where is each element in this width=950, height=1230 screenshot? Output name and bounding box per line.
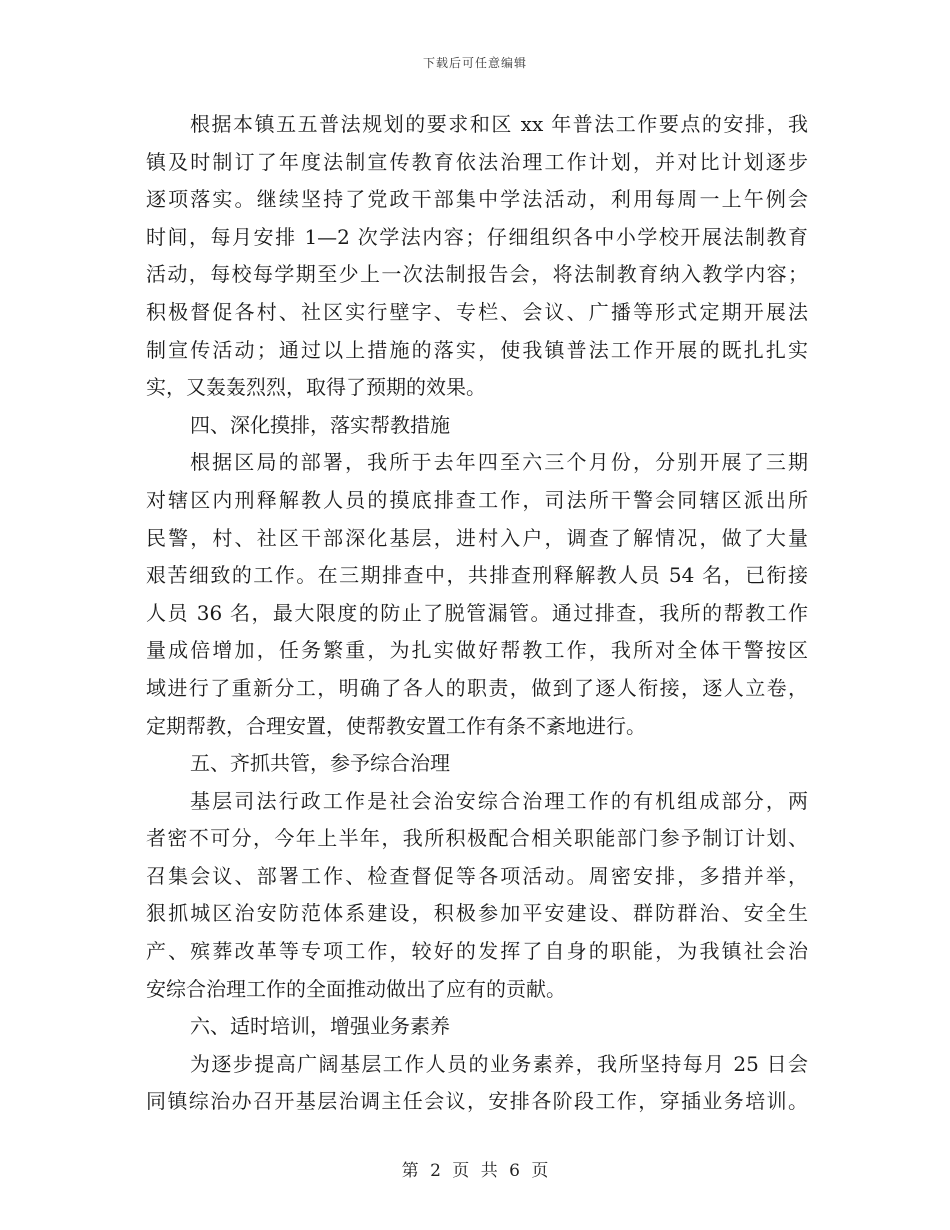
paragraph-line: 实，又轰轰烈烈，取得了预期的效果。 [146,375,486,400]
paragraph-line: 为逐步提高广阔基层工作人员的业务素养，我所坚持每月 25 日会 [190,1051,808,1076]
paragraph-line: 制宣传活动；通过以上措施的落实，使我镇普法工作开展的既扎扎实 [146,337,808,362]
paragraph-line: 者密不可分，今年上半年，我所积极配合相关职能部门参予制订计划、 [146,826,808,851]
paragraph-line: 镇及时制订了年度法制宣传教育依法治理工作计划，并对比计划逐步 [146,149,808,174]
page-header-note: 下载后可任意编辑 [422,56,527,70]
paragraph-line: 召集会议、部署工作、检查督促等各项活动。周密安排，多措并举， [146,863,808,888]
paragraph-line: 人员 36 名，最大限度的防止了脱管漏管。通过排查，我所的帮教工作 [146,600,808,625]
paragraph-line: 逐项落实。继续坚持了党政干部集中学法活动，利用每周一上午例会 [146,187,808,212]
section-heading: 六、适时培训，增强业务素养 [190,1014,450,1039]
paragraph-line: 民警，村、社区干部深化基层，进村入户，调查了解情况，做了大量 [146,525,808,550]
paragraph-line: 域进行了重新分工，明确了各人的职责，做到了逐人衔接，逐人立卷， [146,675,808,700]
paragraph-line: 产、殡葬改革等专项工作，较好的发挥了自身的职能，为我镇社会治 [146,939,808,964]
paragraph-line: 狠抓城区治安防范体系建设，积极参加平安建设、群防群治、安全生 [146,901,808,926]
paragraph-line: 同镇综治办召开基层治调主任会议，安排各阶段工作，穿插业务培训。 [146,1089,808,1114]
document-body [146,106,808,1121]
section-heading: 五、齐抓共管，参予综合治理 [190,751,450,776]
paragraph-line: 艰苦细致的工作。在三期排查中，共排查刑释解教人员 54 名，已衔接 [146,563,808,588]
paragraph-line: 时间，每月安排 1—2 次学法内容；仔细组织各中小学校开展法制教育 [146,224,808,249]
paragraph-line: 安综合治理工作的全面推动做出了应有的贡献。 [146,976,566,1001]
paragraph-line: 量成倍增加，任务繁重，为扎实做好帮教工作，我所对全体干警按区 [146,638,808,663]
paragraph-line: 定期帮教，合理安置，使帮教安置工作有条不紊地进行。 [146,713,646,738]
section-heading: 四、深化摸排，落实帮教措施 [190,412,450,437]
paragraph-line: 根据本镇五五普法规划的要求和区 xx 年普法工作要点的安排，我 [190,112,808,136]
paragraph-line: 对辖区内刑释解教人员的摸底排查工作，司法所干警会同辖区派出所 [146,487,808,512]
page-number: 第 2 页 共 6 页 [401,1161,549,1181]
paragraph-line: 根据区局的部署，我所于去年四至六三个月份，分别开展了三期 [190,450,808,475]
paragraph-line: 积极督促各村、社区实行壁字、专栏、会议、广播等形式定期开展法 [146,299,808,324]
paragraph-line: 基层司法行政工作是社会治安综合治理工作的有机组成部分，两 [190,788,808,813]
paragraph-line: 活动，每校每学期至少上一次法制报告会，将法制教育纳入教学内容； [146,262,808,287]
